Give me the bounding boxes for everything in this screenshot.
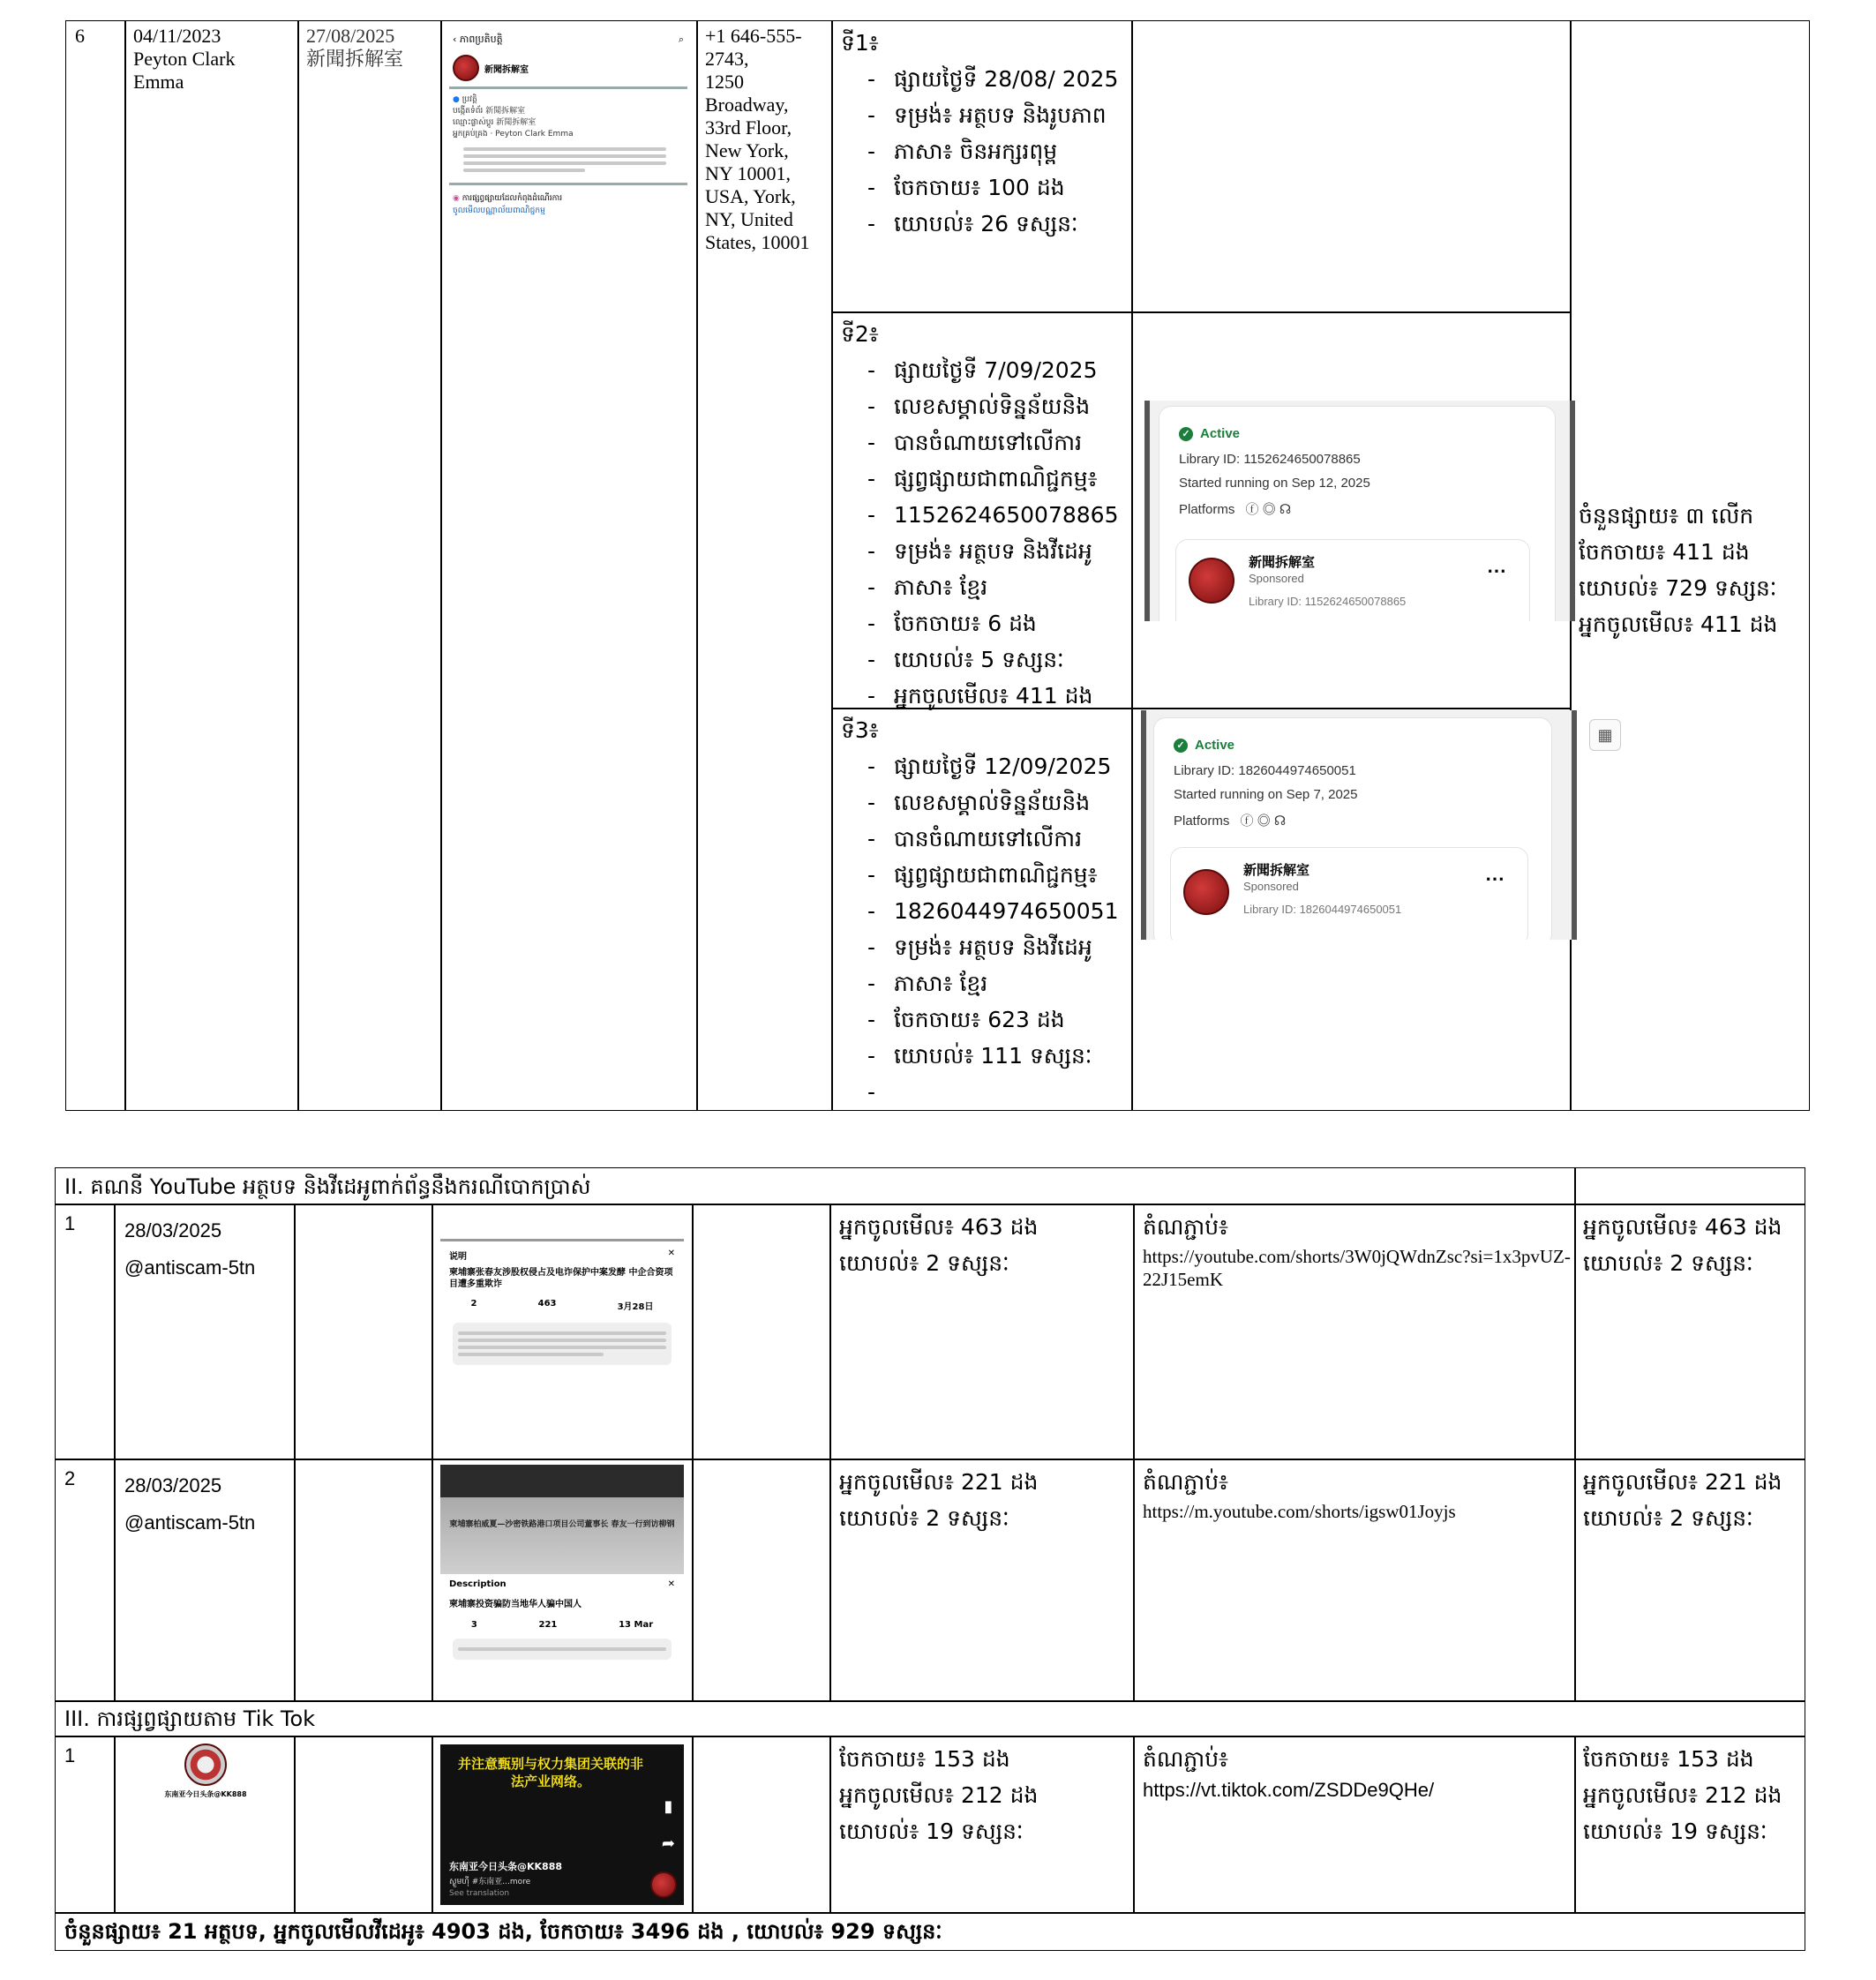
- tiktok-link-url[interactable]: https://vt.tiktok.com/ZSDDe9QHe/: [1143, 1779, 1435, 1801]
- instagram-icon: ◎: [1257, 814, 1271, 829]
- row-number: 1: [64, 1744, 76, 1766]
- ad-library-card-1: ✓ Active Library ID: 1152624650078865 Started running on Sep 12, 2025 Platforms ⓕ ◎ ☊ 新聞拆解室 Sponsored Library ID: 1152624650078865 ⋯: [1144, 401, 1575, 621]
- tiktok-link: តំណភ្ជាប់៖ https://vt.tiktok.com/ZSDDe9QHe/: [1143, 1741, 1571, 1804]
- yt-link-2: តំណភ្ជាប់៖ https://m.youtube.com/shorts/igsw01Joyjs: [1143, 1464, 1571, 1523]
- grand-total: ចំនួនផ្សាយ៖ 21 អត្ថបទ, អ្នកចូលមើលវីដេអូ៖ 4903 ដង, ចែកចាយ៖ 3496 ដង , យោបល់៖ 929 ទស្សនៈ: [64, 1919, 942, 1944]
- yt-link-url[interactable]: https://youtube.com/shorts/3W0jQWdnZsc?si=1x3pvUZ-22J15emK: [1143, 1246, 1571, 1290]
- page-transparency-screenshot: ‹ ភាពប្រតិបត្តិ ⌕ 新聞拆解室 ● ប្រវត្តិ បង្កើតទំព័រ 新聞拆解室 ឈ្មោះផ្លាស់ប្តូរ 新聞拆解室 អ្នកគ្រប់គ្រង · Peyton Clark Emma ◉ ការផ្សព្វផ្សាយដែលកំពុងដំណើរការ ចូលមើលបណ្ណាល័យពាណិជ្ជកម្ម: [449, 32, 687, 323]
- messenger-icon: ☊: [1273, 814, 1287, 829]
- youtube-short-screenshot-1: 说明 ✕ 柬埔寨张春友涉股权侵占及电诈保护中案发酵 中企合资项目遭多重欺诈 2 463 3月28日: [440, 1239, 684, 1409]
- yt-stats-2: អ្នកចូលមើល៖ 221 ដង យោបល់៖ 2 ទស្សនៈ: [839, 1469, 1039, 1531]
- page-logo: [1183, 869, 1229, 915]
- post-1-details: ទី1៖ - ផ្សាយថ្ងៃទី 28/08/ 2025 - ទម្រង់៖ អត្ថបទ និងរូបភាព - ភាសា៖ ចិនអក្សរពុម្ព - ចែកចាយ៖ 100 ដង - យោបល់៖ 26 ទស្សនៈ: [841, 25, 1128, 242]
- close-icon: ✕: [667, 1579, 675, 1589]
- instagram-icon: ◎: [1262, 502, 1276, 517]
- tiktok-avatar: [184, 1744, 227, 1786]
- section-title-tiktok: III. ការផ្សព្វផ្សាយតាម Tik Tok: [64, 1706, 316, 1731]
- yt-link-url[interactable]: https://m.youtube.com/shorts/igsw01Joyjs: [1143, 1501, 1456, 1522]
- facebook-page-table: [65, 20, 1810, 1111]
- post-3-details: ទី3៖ - ផ្សាយថ្ងៃទី 12/09/2025 - លេខសម្គាល់ទិន្នន័យនិង - បានចំណាយទៅលើការ - ផ្សព្វផ្សាយជាពាណិជ្ជកម្ម៖ - 1826044974650051 - ទម្រង់៖ អត្ថបទ និងវីដេអូ - ភាសា៖ ខ្មែរ - ចែកចាយ៖ 623 ដង - យោបល់៖ 111 ទស្សនៈ: [841, 712, 1128, 1074]
- bookmark-icon[interactable]: ▮: [664, 1797, 673, 1816]
- search-icon: ⌕: [678, 34, 684, 45]
- youtube-short-screenshot-2: 柬埔寨柏威夏—沙密铁路港口项目公司董事长 春友一行到访柳钢 Description ✕ 柬埔寨投资骗防当地华人骗中国人 3 221 13 Mar: [440, 1465, 684, 1692]
- facebook-icon: ⓕ: [1245, 502, 1259, 517]
- row-number: 1: [64, 1212, 76, 1234]
- sound-disc-icon: [650, 1871, 677, 1898]
- facebook-icon: ⓕ: [1240, 814, 1254, 829]
- yt-link-1: តំណភ្ជាប់៖ https://youtube.com/shorts/3W0jQWdnZsc?si=1x3pvUZ-22J15emK: [1143, 1214, 1571, 1290]
- contact-address: +1 646-555- 2743, 1250 Broadway, 33rd Floor, New York, NY 10001, USA, York, NY, United States, 10001: [705, 25, 810, 253]
- yt-stats-1: អ្នកចូលមើល៖ 463 ដង យោបល់៖ 2 ទស្សនៈ: [839, 1214, 1039, 1276]
- more-options-icon[interactable]: ⋯: [1485, 867, 1505, 889]
- post-2-details: ទី2៖ - ផ្សាយថ្ងៃទី 7/09/2025 - លេខសម្គាល់ទិន្នន័យនិង - បានចំណាយទៅលើការ - ផ្សព្វផ្សាយជាពាណិជ្ជកម្ម៖ - 1152624650078865 - ទម្រង់៖ អត្ថបទ និងវីដេអូ - ភាសា៖ ខ្មែរ - ចែកចាយ៖ 6 ដង - យោបល់៖ 5 ទស្សនៈ - អ្នកចូលមើល៖ 411 ដង: [841, 316, 1128, 714]
- created-date: 04/11/2023 Peyton Clark Emma: [133, 25, 236, 93]
- back-icon: ‹ ភាពប្រតិបត្តិ: [453, 34, 503, 45]
- row-number: 6: [75, 25, 85, 47]
- ad-library-card-2: ✓ Active Library ID: 1826044974650051 Started running on Sep 7, 2025 Platforms ⓕ ◎ ☊ 新聞拆解室 Sponsored Library ID: 1826044974650051 ⋯: [1141, 710, 1577, 940]
- active-status-badge: ✓ Active: [1179, 426, 1555, 441]
- yt-account: 28/03/2025 @antiscam-5tn: [124, 1474, 256, 1534]
- row-number: 2: [64, 1467, 76, 1489]
- close-icon: ✕: [667, 1249, 675, 1258]
- tiktok-stats: ចែកចាយ៖ 153 ដង អ្នកចូលមើល៖ 212 ដង យោបល់៖ 19 ទស្សនៈ: [839, 1746, 1039, 1844]
- post-summary: ចំនួនផ្សាយ៖ ៣ លើក ចែកចាយ៖ 411 ដង យោបល់៖ 729 ទស្សនៈ អ្នកចូលមើល៖ 411 ដង: [1579, 503, 1778, 637]
- yt-summary-1: អ្នកចូលមើល៖ 463 ដង យោបល់៖ 2 ទស្សនៈ: [1583, 1214, 1782, 1276]
- share-icon[interactable]: ➦: [661, 1834, 675, 1853]
- tiktok-summary: ចែកចាយ៖ 153 ដង អ្នកចូលមើល៖ 212 ដង យោបល់៖ 19 ទស្សនៈ: [1583, 1746, 1782, 1844]
- yt-account: 28/03/2025 @antiscam-5tn: [124, 1219, 256, 1279]
- tiktok-video-screenshot: 并注意甄别与权力集团关联的非法产业网络。 ▮ ➦ 东南亚今日头条@KK888 ស្ងួមហ៊ី #东南亚...more See translation: [440, 1744, 684, 1905]
- more-options-icon[interactable]: ⋯: [1487, 559, 1506, 581]
- youtube-tiktok-table: [55, 1167, 1805, 1951]
- page-info: 27/08/2025 新聞拆解室: [306, 25, 404, 70]
- messenger-icon: ☊: [1279, 502, 1292, 517]
- tiktok-account: 东南亚今日头条@KK888: [126, 1744, 285, 1799]
- section-title-youtube: II. គណនី YouTube អត្ថបទ និងវីដេអូពាក់ព័ន្ធនឹងករណីបោកប្រាស់: [64, 1174, 591, 1199]
- active-status-badge: ✓ Active: [1174, 738, 1551, 753]
- yt-summary-2: អ្នកចូលមើល៖ 221 ដង យោបល់៖ 2 ទស្សនៈ: [1583, 1469, 1782, 1531]
- page-logo: [1189, 558, 1234, 604]
- table-layout-icon[interactable]: ▦: [1589, 719, 1621, 751]
- page-logo: [453, 55, 479, 81]
